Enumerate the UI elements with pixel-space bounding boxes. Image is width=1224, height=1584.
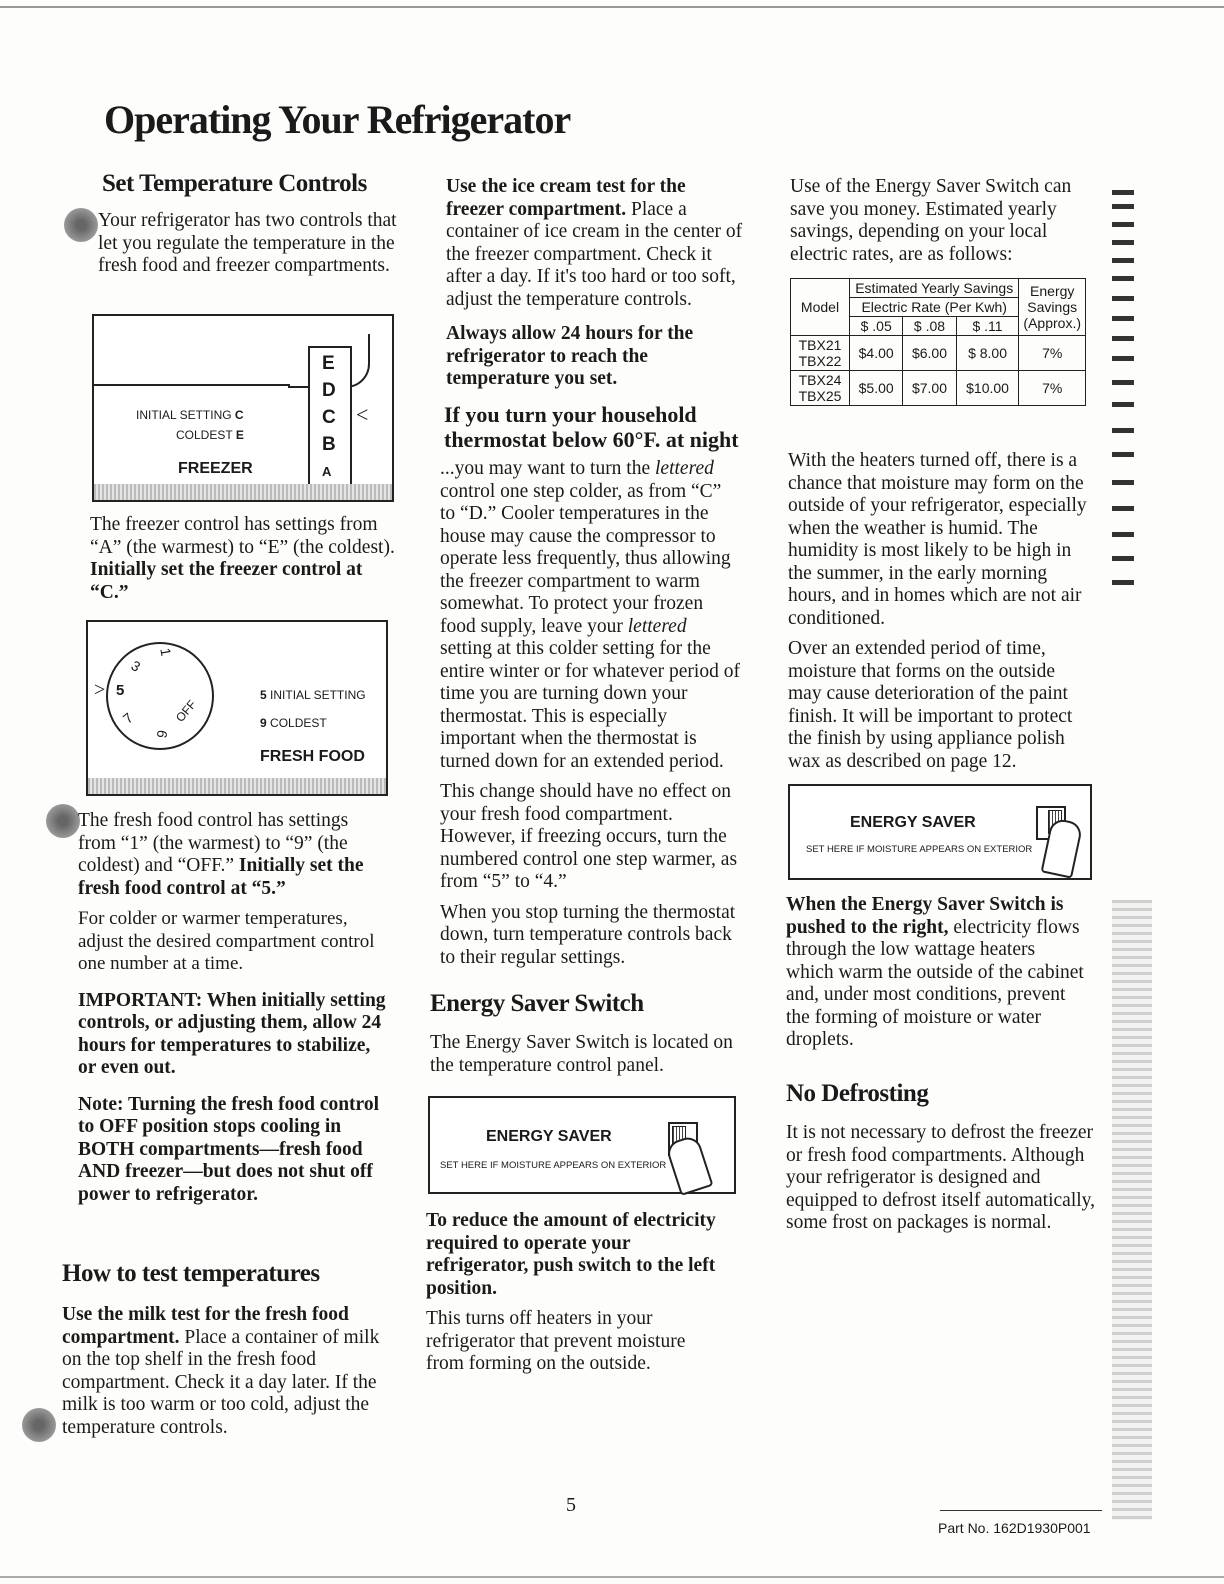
energy-savings-header: Energy Savings (Approx.) xyxy=(1019,279,1086,336)
model-header: Model xyxy=(791,279,850,336)
energy-saver-switch-diagram-right xyxy=(788,784,1092,880)
fresh-initial-value: 5 xyxy=(260,688,267,702)
finger-icon xyxy=(664,1134,713,1196)
heading-energy-saver-switch: Energy Saver Switch xyxy=(430,990,644,1017)
milk-test-bold: Use the milk test for the fresh food compartment. xyxy=(62,1304,349,1348)
fresh-food-label: FRESH FOOD xyxy=(260,748,365,765)
energy-saver-label: ENERGY SAVER xyxy=(486,1128,612,1145)
savings-table xyxy=(790,278,1086,406)
letter-scale xyxy=(322,350,336,485)
thermostat-paragraph xyxy=(440,458,740,977)
savings-intro-text: Use of the Energy Saver Switch can save you money. Estimated yearly savings, depending on your local electric rates, are as follows: xyxy=(790,176,1072,265)
heaters-off-moisture-text: With the heaters turned off, there is a chance that moisture may form on the outside of your refrigerator, especially when the weather is humid. The humidity is most likely to be high in the summer, in the early morning hours, and in homes which are not air conditioned. xyxy=(788,450,1087,629)
allow-24-hours-text: Always allow 24 hours for the refrigerator to reach the temperature you set. xyxy=(446,323,694,389)
milk-test-text: Place a container of milk on the top shelf in the fresh food compartment. Check it a day later. If the milk is too warm or too cold, adjust the temperature controls. xyxy=(62,1326,380,1438)
moisture-paragraph xyxy=(788,450,1088,781)
pushed-right-bold: When the Energy Saver Switch is pushed to the right, xyxy=(786,894,1064,938)
rate-cell: $ .08 xyxy=(903,317,956,336)
dial-off: OFF xyxy=(172,697,200,725)
dial-number-7: 7 xyxy=(119,709,137,727)
model-cell: TBX24 TBX25 xyxy=(791,371,850,406)
letter-b: B xyxy=(322,434,336,455)
dial-number-1: 1 xyxy=(157,646,175,658)
initial-setting-value: C xyxy=(234,408,244,422)
electric-rate-header: Electric Rate (Per Kwh) xyxy=(850,298,1019,317)
freezer-control-diagram xyxy=(92,314,394,502)
freezer-paragraph xyxy=(90,514,400,612)
bottom-rule xyxy=(0,1576,1224,1578)
milk-test-paragraph xyxy=(62,1304,382,1447)
top-rule xyxy=(0,6,1224,8)
model-cell: TBX21 TBX22 xyxy=(791,336,850,371)
ice-cream-bold: Use the ice cream test for the freezer compartment. xyxy=(446,176,686,220)
lettered-word: lettered xyxy=(655,458,714,479)
fresh-coldest-value: 9 xyxy=(260,716,267,730)
coldest-label: COLDEST xyxy=(176,428,233,442)
percent-cell: 7% xyxy=(1019,336,1086,371)
heading-set-temperature-controls: Set Temperature Controls xyxy=(102,170,367,197)
intro-text: Your refrigerator has two controls that let you regulate the temperature in the fresh food and freezer compartments. xyxy=(98,210,397,276)
dial-number-5: 5 xyxy=(116,682,125,699)
coldest-value: E xyxy=(235,428,244,442)
bullet-icon xyxy=(22,1408,56,1442)
intro-paragraph xyxy=(98,210,398,286)
ice-cream-text: Place a container of ice cream in the center of the freezer compartment. Check it after a day. If it's too hard or too soft, adjust the temperature controls. xyxy=(446,198,743,310)
savings-cell: $7.00 xyxy=(903,371,956,406)
stop-turning-text: When you stop turning the thermostat down, turn temperature controls back to their regular settings. xyxy=(440,901,736,968)
no-defrosting-text: It is not necessary to defrost the freezer or fresh food compartments. Although your refrigerator is designed and equipped to defrost itself automatically, some frost on packages is normal. xyxy=(786,1122,1096,1233)
rate-cell: $ .11 xyxy=(956,317,1019,336)
freezer-initial-text: Initially set the freezer control at “C.” xyxy=(90,559,363,603)
colder-warmer-text: For colder or warmer temperatures, adjust the desired compartment control one number at a time. xyxy=(78,908,375,974)
freezer-label: FREEZER xyxy=(178,460,253,477)
diagram-shading xyxy=(94,484,392,500)
fresh-coldest xyxy=(260,716,327,730)
fresh-food-text: The fresh food control has settings from “1” (the warmest) to “9” (the coldest) and “OFF.” xyxy=(78,810,349,876)
fresh-coldest-label: COLDEST xyxy=(270,716,327,730)
fresh-food-initial-text: Initially set the fresh food control at “5.” xyxy=(78,855,364,899)
diagram-shading xyxy=(88,778,386,794)
heading-how-to-test: How to test temperatures xyxy=(62,1260,320,1287)
letter-c: C xyxy=(322,407,336,428)
energy-saver-sublabel: SET HERE IF MOISTURE APPEARS ON EXTERIOR xyxy=(440,1160,667,1171)
bullet-icon xyxy=(46,804,80,838)
reduce-electricity-bold: To reduce the amount of electricity required to operate your refrigerator, push switch to the left position. xyxy=(426,1210,716,1299)
defrosting-paragraph xyxy=(786,1122,1096,1243)
fresh-food-paragraph xyxy=(78,810,388,1214)
fresh-initial-label: INITIAL SETTING xyxy=(270,688,366,702)
reduce-electricity-paragraph xyxy=(426,1210,726,1384)
savings-cell: $ 8.00 xyxy=(956,336,1019,371)
energy-saver-label: ENERGY SAVER xyxy=(850,814,976,831)
dial-number-3: 3 xyxy=(128,657,144,675)
note-text: Note: Turning the fresh food control to OFF position stops cooling in BOTH compartments—fresh food AND freezer—but does not shut off power to refrigerator. xyxy=(78,1093,380,1205)
right-edge-scan-texture xyxy=(1112,900,1152,1520)
energy-saver-sublabel: SET HERE IF MOISTURE APPEARS ON EXTERIOR xyxy=(806,844,1033,855)
percent-cell: 7% xyxy=(1019,371,1086,406)
heading-thermostat: If you turn your household thermostat below 60°F. at night xyxy=(444,402,739,452)
table-row xyxy=(791,336,1086,371)
rate-cell: $ .05 xyxy=(850,317,903,336)
panel-line xyxy=(94,384,290,386)
fresh-food-control-diagram xyxy=(86,620,388,796)
energy-saver-paragraph xyxy=(430,1032,740,1085)
dial-number-9: 9 xyxy=(153,728,171,740)
energy-saver-switch-diagram-left xyxy=(428,1096,736,1194)
savings-cell: $10.00 xyxy=(956,371,1019,406)
extended-period-text: Over an extended period of time, moisture that forms on the outside may cause deterioration of the paint finish. It will be important to protect the finish by using appliance polish wax as described on page 12. xyxy=(788,638,1073,772)
table-row xyxy=(791,371,1086,406)
energy-saver-location-text: The Energy Saver Switch is located on the temperature control panel. xyxy=(430,1032,733,1076)
change-effect-text: This change should have no effect on your fresh food compartment. However, if freezing occurs, turn the numbered control one step warmer, as from “5” to “4.” xyxy=(440,781,738,892)
freezer-coldest xyxy=(176,428,244,442)
bullet-icon xyxy=(64,208,98,242)
thermostat-text-3: setting at this colder setting for the entire winter or for whatever period of time you are turning down your thermostat. This is especially important when the thermostat is turned down for an extended period. xyxy=(440,638,740,772)
fresh-initial-setting xyxy=(260,688,366,702)
freezer-initial-setting xyxy=(136,408,244,422)
letter-e: E xyxy=(322,353,335,374)
pointer-arrow-icon: < xyxy=(356,402,369,427)
initial-setting-label: INITIAL SETTING xyxy=(136,408,232,422)
page-number: 5 xyxy=(566,1494,576,1516)
freezer-text: The freezer control has settings from “A” (the warmest) to “E” (the coldest). xyxy=(90,514,395,558)
thermostat-text-1: ...you may want to turn the xyxy=(440,458,651,479)
footer-rule xyxy=(940,1510,1102,1511)
dial-pointer-icon: > xyxy=(94,679,106,701)
important-text: IMPORTANT: When initially setting controls, or adjusting them, allow 24 hours for temperatures to stabilize, or even out. xyxy=(78,989,386,1078)
heading-no-defrosting: No Defrosting xyxy=(786,1080,929,1107)
savings-cell: $4.00 xyxy=(850,336,903,371)
letter-d: D xyxy=(322,380,336,401)
table-header-row xyxy=(791,279,1086,298)
letter-a: A xyxy=(322,464,332,479)
heaters-off-text: This turns off heaters in your refrigerator that prevent moisture from forming on the outside. xyxy=(426,1308,686,1374)
savings-cell: $5.00 xyxy=(850,371,903,406)
pushed-right-paragraph xyxy=(786,894,1086,1060)
lettered-word: lettered xyxy=(627,615,687,637)
page-title: Operating Your Refrigerator xyxy=(104,97,571,142)
savings-intro-paragraph xyxy=(790,176,1090,274)
pushed-right-text: electricity flows through the low wattage heaters which warm the outside of the cabinet and, under most conditions, prevent the forming of moisture or water droplets. xyxy=(786,916,1084,1050)
part-number: Part No. 162D1930P001 xyxy=(938,1520,1091,1536)
savings-cell: $6.00 xyxy=(903,336,956,371)
ice-cream-paragraph xyxy=(446,176,746,399)
thermostat-text-2: control one step colder, as from “C” to “D.” Cooler temperatures in the house may cause the compressor to operate less frequently, thus allowing the freezer compartment to warm somewhat. To protect your frozen food supply, leave your xyxy=(440,480,731,637)
estimated-savings-header: Estimated Yearly Savings xyxy=(850,279,1019,298)
